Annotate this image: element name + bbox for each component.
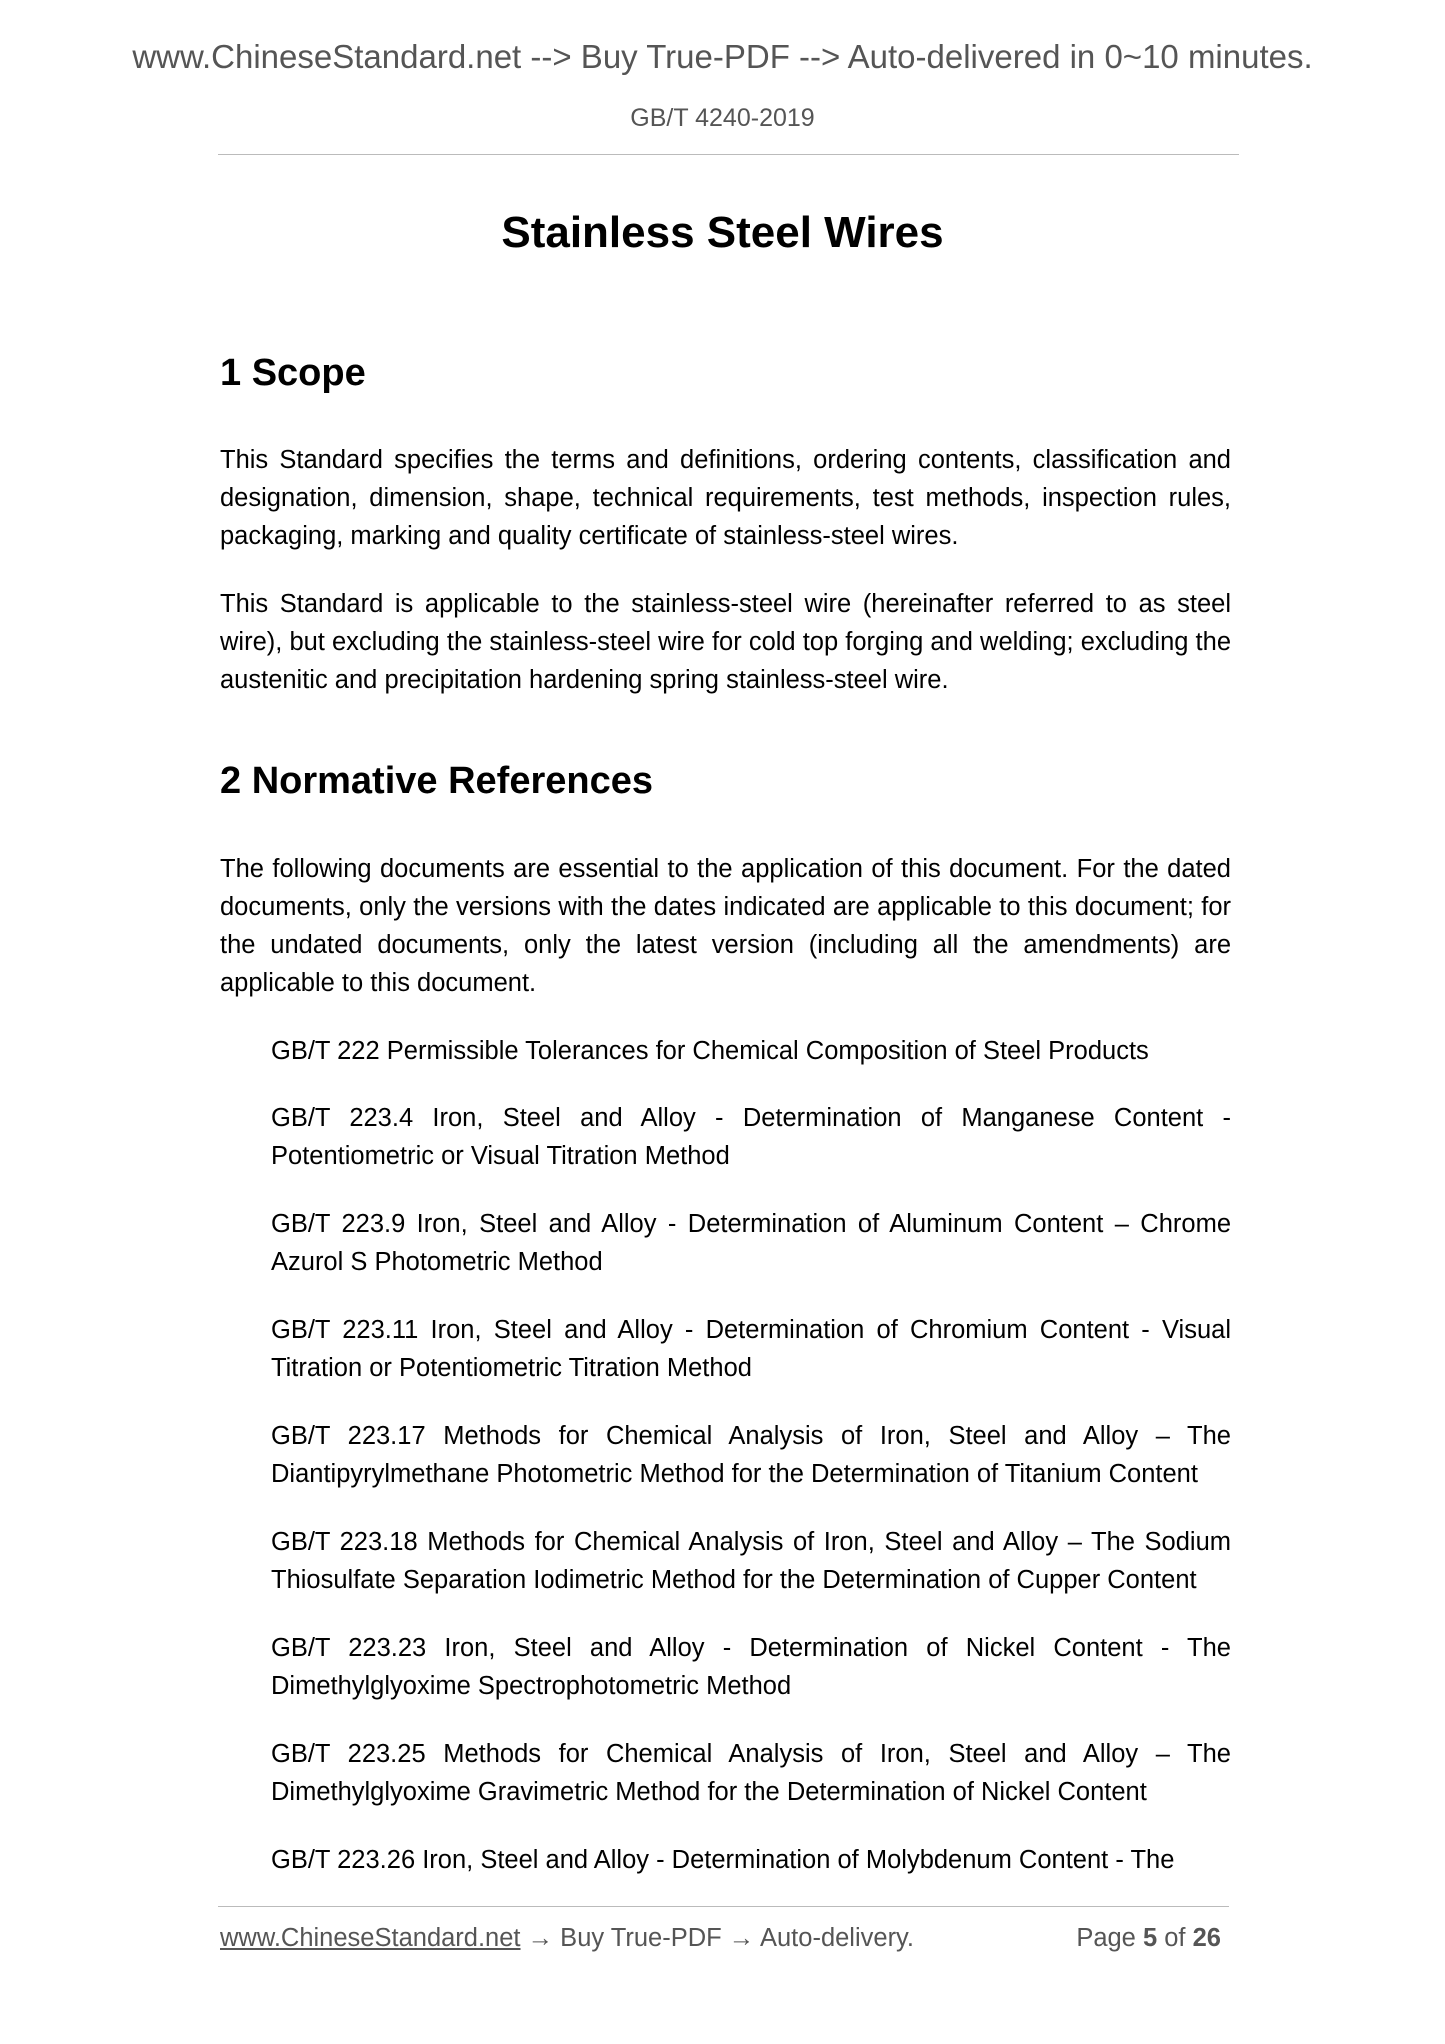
page-number [1076,1924,1221,1953]
scope-paragraph-2: This Standard is applicable to the stainless-steel wire (hereinafter referred to as steel wire), but excluding the stainless-steel wire for cold top forging and welding; excluding the austenitic and precipitation hardening spring stainless-steel wire. [220,590,1231,694]
reference-item: GB/T 223.11 Iron, Steel and Alloy - Determination of Chromium Content - Visual Titration or Potentiometric Titration Method [271,1316,1231,1382]
page-total: 26 [1192,1924,1221,1952]
footer-website-link[interactable]: www.ChineseStandard.net [220,1924,521,1952]
footer-tagline: → Buy True-PDF → Auto-delivery. [520,1924,914,1952]
section-heading-normative-references: 2 Normative References [220,760,653,802]
footer-divider [218,1906,1229,1907]
reference-item: GB/T 223.23 Iron, Steel and Alloy - Determination of Nickel Content - The Dimethylglyoxime Spectrophotometric Method [271,1634,1231,1700]
page-current: 5 [1142,1924,1158,1952]
page-footer [220,1924,1231,1960]
footer-promo [220,1924,914,1953]
reference-item: GB/T 222 Permissible Tolerances for Chemical Composition of Steel Products [271,1037,1149,1065]
page-label: Page [1076,1924,1136,1952]
reference-item: GB/T 223.25 Methods for Chemical Analysis of Iron, Steel and Alloy – The Dimethylglyoxime Gravimetric Method for the Determination of Nickel Content [271,1740,1231,1806]
scope-paragraph-1: This Standard specifies the terms and definitions, ordering contents, classification and designation, dimension, shape, technical requirements, test methods, inspection rules, packaging, marking and quality certificate of stainless-steel wires. [220,446,1231,550]
normative-references-intro: The following documents are essential to the application of this document. For the dated documents, only the versions with the dates indicated are applicable to this document; for the undated documents, only the latest version (including all the amendments) are applicable to this document. [220,855,1231,997]
top-banner: www.ChineseStandard.net --> Buy True-PDF --> Auto-delivered in 0~10 minutes. [132,38,1313,75]
reference-item: GB/T 223.4 Iron, Steel and Alloy - Determination of Manganese Content - Potentiometric or Visual Titration Method [271,1104,1231,1170]
page-of-label: of [1164,1924,1186,1952]
document-title: Stainless Steel Wires [501,208,944,257]
section-heading-scope: 1 Scope [220,352,366,394]
reference-item: GB/T 223.18 Methods for Chemical Analysis of Iron, Steel and Alloy – The Sodium Thiosulfate Separation Iodimetric Method for the Determination of Cupper Content [271,1528,1231,1594]
header-divider [218,154,1239,155]
reference-item: GB/T 223.17 Methods for Chemical Analysis of Iron, Steel and Alloy – The Diantipyrylmethane Photometric Method for the Determination of Titanium Content [271,1422,1231,1488]
reference-item: GB/T 223.9 Iron, Steel and Alloy - Determination of Aluminum Content – Chrome Azurol S Photometric Method [271,1210,1231,1276]
document-code: GB/T 4240-2019 [630,104,815,132]
reference-item: GB/T 223.26 Iron, Steel and Alloy - Determination of Molybdenum Content - The [271,1846,1175,1874]
